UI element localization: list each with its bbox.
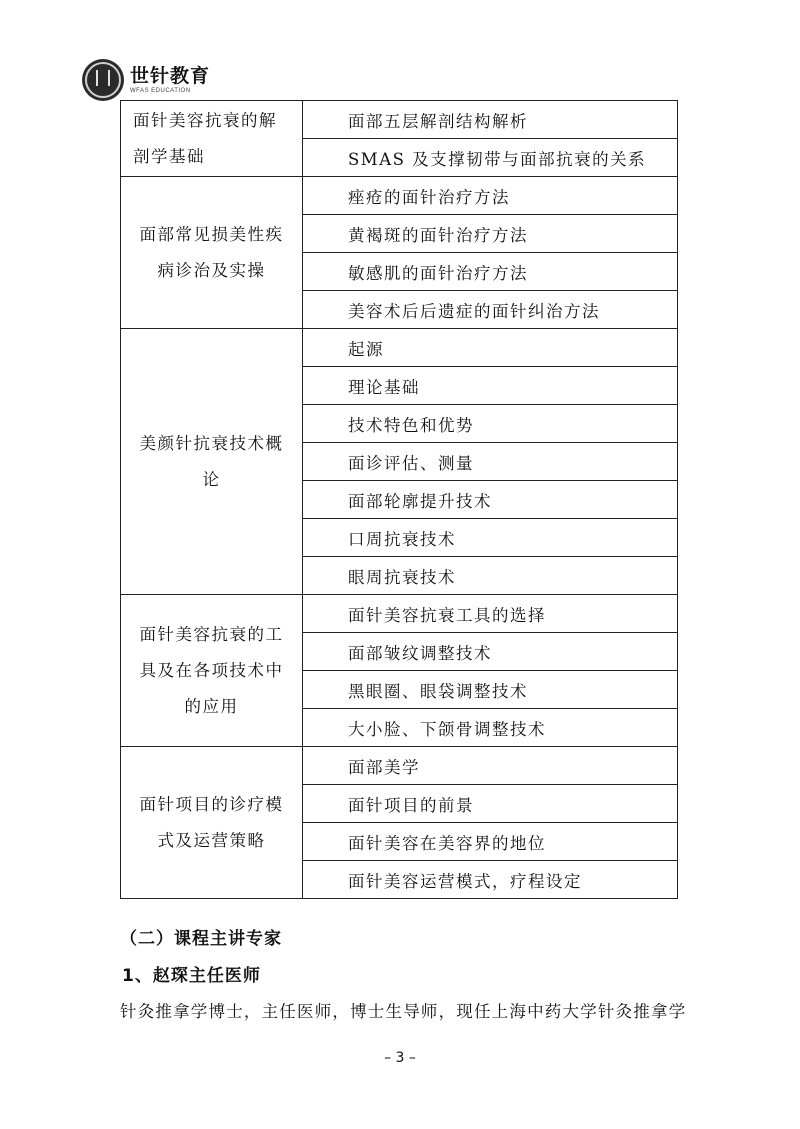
module-cell: 面针项目的诊疗模式及运营策略 xyxy=(121,747,303,899)
topic-cell: 面部美学 xyxy=(303,747,678,785)
table-row xyxy=(121,747,678,785)
logo-emblem-icon xyxy=(82,59,124,101)
topic-cell: 面针美容在美容界的地位 xyxy=(303,823,678,861)
section-heading: （二）课程主讲专家 xyxy=(120,929,282,949)
logo-chinese: 世针教育 xyxy=(130,65,211,87)
topic-cell: 面针美容抗衰工具的选择 xyxy=(303,595,678,633)
topic-cell: 美容术后后遗症的面针纠治方法 xyxy=(303,291,678,329)
topic-cell: 技术特色和优势 xyxy=(303,405,678,443)
module-cell: 面部常见损美性疾病诊治及实操 xyxy=(121,177,303,329)
topic-cell: 黄褐斑的面针治疗方法 xyxy=(303,215,678,253)
logo-english: WFAS EDUCATION xyxy=(130,88,191,94)
table-row xyxy=(121,329,678,367)
table-row xyxy=(121,101,678,139)
topic-cell: 面部皱纹调整技术 xyxy=(303,633,678,671)
topic-cell: 面针项目的前景 xyxy=(303,785,678,823)
topic-cell: 大小脸、下颌骨调整技术 xyxy=(303,709,678,747)
topic-cell: 面部轮廓提升技术 xyxy=(303,481,678,519)
topic-cell: 面针美容运营模式，疗程设定 xyxy=(303,861,678,899)
logo-text xyxy=(130,65,210,95)
course-table xyxy=(120,100,678,899)
table-row xyxy=(121,177,678,215)
topic-cell: 眼周抗衰技术 xyxy=(303,557,678,595)
expert-bio-line: 针灸推拿学博士，主任医师，博士生导师，现任上海中药大学针灸推拿学 xyxy=(120,1002,687,1021)
logo xyxy=(82,58,210,102)
topic-cell: 痤疮的面针治疗方法 xyxy=(303,177,678,215)
topic-cell: 起源 xyxy=(303,329,678,367)
expert-heading: 1、赵琛主任医师 xyxy=(122,966,261,986)
topic-cell: 面诊评估、测量 xyxy=(303,443,678,481)
topic-cell: SMAS 及支撑韧带与面部抗衰的关系 xyxy=(303,139,678,177)
table-row xyxy=(121,595,678,633)
topic-cell: 口周抗衰技术 xyxy=(303,519,678,557)
topic-cell: 面部五层解剖结构解析 xyxy=(303,101,678,139)
module-cell: 面针美容抗衰的工具及在各项技术中的应用 xyxy=(121,595,303,747)
topic-cell: 理论基础 xyxy=(303,367,678,405)
module-cell: 面针美容抗衰的解剖学基础 xyxy=(121,101,303,177)
topic-cell: 黑眼圈、眼袋调整技术 xyxy=(303,671,678,709)
page-number: – 3 – xyxy=(384,1050,416,1066)
topic-cell: 敏感肌的面针治疗方法 xyxy=(303,253,678,291)
module-cell: 美颜针抗衰技术概论 xyxy=(121,329,303,595)
